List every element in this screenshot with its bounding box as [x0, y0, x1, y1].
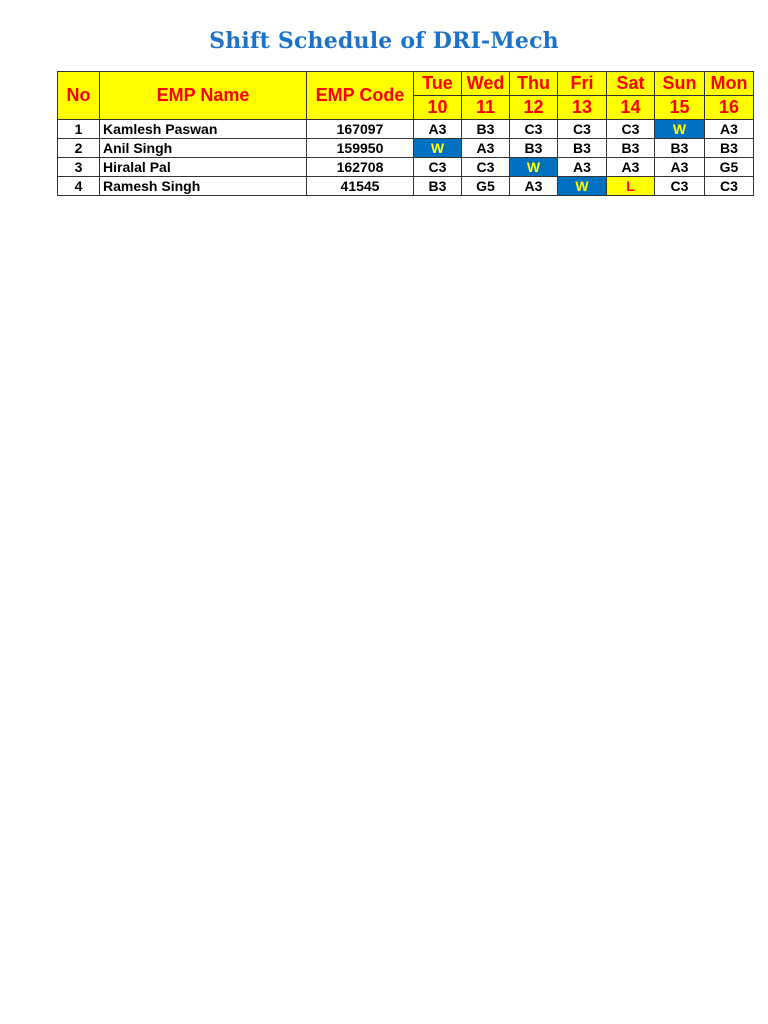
shift-cell: A3 — [462, 139, 510, 158]
shift-cell: A3 — [705, 120, 754, 139]
employee-no: 2 — [58, 139, 100, 158]
shift-cell: C3 — [655, 177, 705, 196]
header-date: 10 — [414, 96, 462, 120]
employee-no: 1 — [58, 120, 100, 139]
employee-code: 167097 — [307, 120, 414, 139]
header-date: 14 — [607, 96, 655, 120]
header-row-days — [58, 72, 754, 96]
header-date: 12 — [510, 96, 558, 120]
header-day-name: Mon — [705, 72, 754, 96]
employee-no: 4 — [58, 177, 100, 196]
shift-cell: G5 — [462, 177, 510, 196]
header-emp-name: EMP Name — [100, 72, 307, 120]
shift-cell: A3 — [558, 158, 607, 177]
shift-cell: C3 — [462, 158, 510, 177]
shift-cell: C3 — [414, 158, 462, 177]
header-date: 11 — [462, 96, 510, 120]
shift-cell: C3 — [705, 177, 754, 196]
shift-cell: C3 — [558, 120, 607, 139]
header-emp-code: EMP Code — [307, 72, 414, 120]
shift-cell: G5 — [705, 158, 754, 177]
shift-cell: A3 — [414, 120, 462, 139]
page-title: Shift Schedule of DRI-Mech — [209, 28, 559, 54]
header-day-name: Fri — [558, 72, 607, 96]
employee-code: 159950 — [307, 139, 414, 158]
employee-code: 41545 — [307, 177, 414, 196]
employee-name: Ramesh Singh — [100, 177, 307, 196]
table-row — [58, 120, 754, 139]
shift-cell: W — [558, 177, 607, 196]
employee-name: Anil Singh — [100, 139, 307, 158]
header-date: 15 — [655, 96, 705, 120]
header-day-name: Sat — [607, 72, 655, 96]
employee-code: 162708 — [307, 158, 414, 177]
shift-cell: W — [655, 120, 705, 139]
header-date: 13 — [558, 96, 607, 120]
shift-cell: A3 — [607, 158, 655, 177]
shift-cell: W — [414, 139, 462, 158]
shift-cell: B3 — [607, 139, 655, 158]
employee-name: Kamlesh Paswan — [100, 120, 307, 139]
shift-cell: L — [607, 177, 655, 196]
shift-cell: B3 — [558, 139, 607, 158]
header-date: 16 — [705, 96, 754, 120]
header-day-name: Tue — [414, 72, 462, 96]
header-day-name: Thu — [510, 72, 558, 96]
header-day-name: Wed — [462, 72, 510, 96]
shift-cell: C3 — [510, 120, 558, 139]
shift-cell: B3 — [414, 177, 462, 196]
table-row — [58, 177, 754, 196]
shift-cell: C3 — [607, 120, 655, 139]
shift-cell: A3 — [510, 177, 558, 196]
shift-cell: B3 — [705, 139, 754, 158]
shift-cell: W — [510, 158, 558, 177]
shift-schedule-table — [57, 71, 754, 196]
header-day-name: Sun — [655, 72, 705, 96]
shift-cell: B3 — [655, 139, 705, 158]
shift-cell: B3 — [510, 139, 558, 158]
table-row — [58, 139, 754, 158]
shift-cell: A3 — [655, 158, 705, 177]
employee-no: 3 — [58, 158, 100, 177]
shift-cell: B3 — [462, 120, 510, 139]
table-row — [58, 158, 754, 177]
header-no: No — [58, 72, 100, 120]
employee-name: Hiralal Pal — [100, 158, 307, 177]
